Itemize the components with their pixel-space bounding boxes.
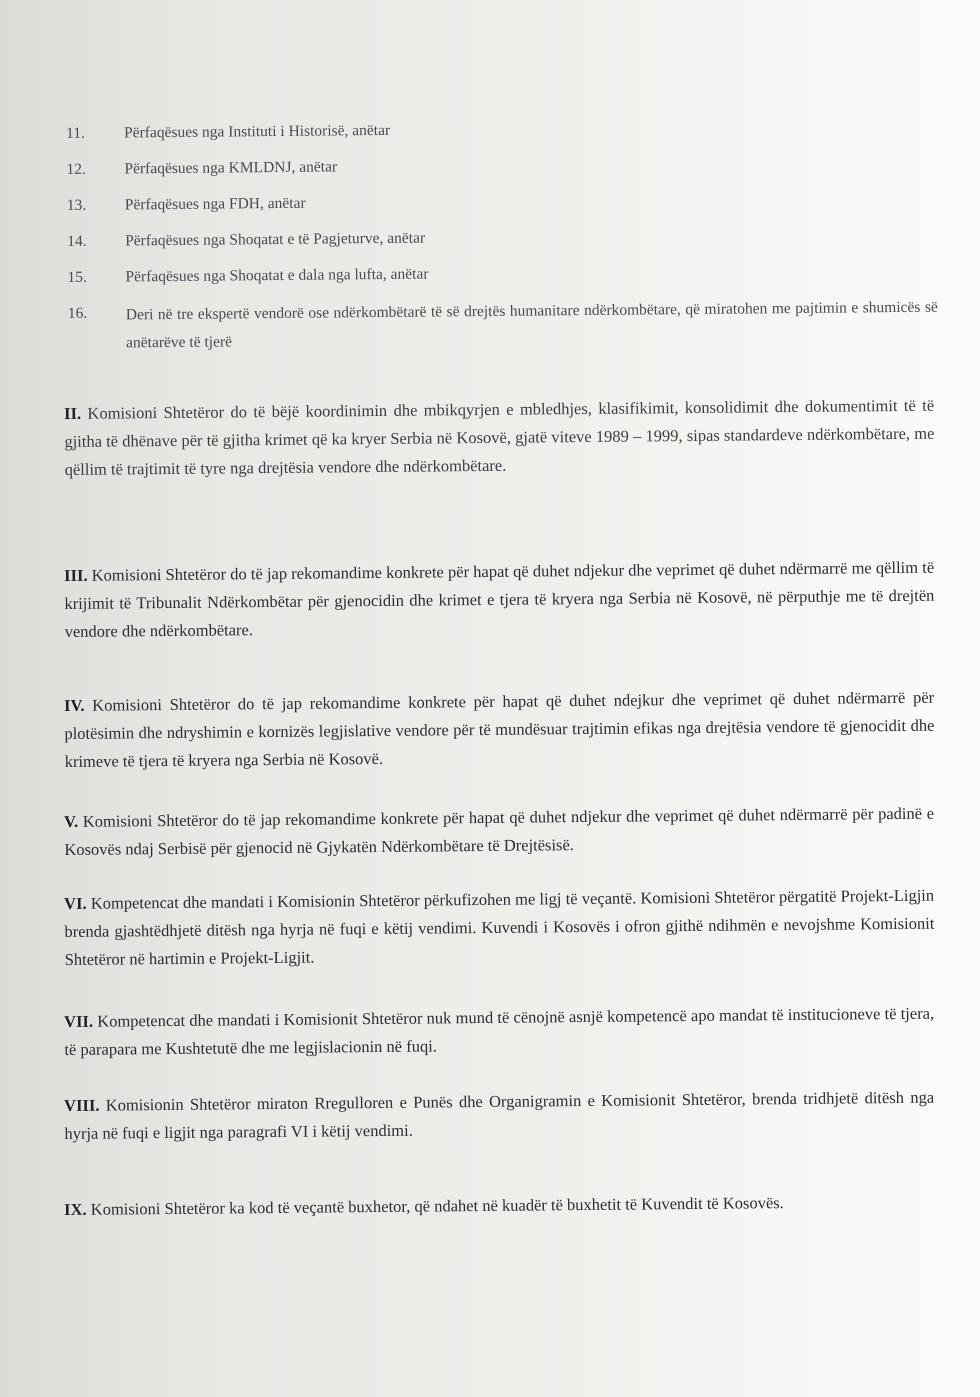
section-text: Komisioni Shtetëror do të jap rekomandime konkrete për hapat që duhet ndejkur dhe veprimet që duhet ndërmarrë për plotësimin dhe ndryshimin e kornizës legjislative vendore për të mundësuar trajtimin efikas nga drejtësia vendore të gjenocidit dhe krimeve të tjera të kryera nga Serbia në Kosovë. — [64, 687, 935, 771]
item-number: 15. — [67, 268, 87, 286]
item-text: Përfaqësues nga KMLDNJ, anëtar — [124, 158, 338, 178]
item-number: 13. — [66, 196, 87, 214]
item-text: Deri në tre ekspertë vendorë ose ndërkombëtarë të së drejtës humanitare ndërkombëtare, që miratohen me pajtimin e shumicës së anëtarëve të tjerë — [125, 298, 938, 352]
section-number: V. — [64, 811, 79, 831]
section-vii — [64, 1000, 934, 1064]
item-text: Përfaqësues nga Shoqatat e të Pagjeturve, anëtar — [125, 229, 426, 250]
section-iii — [64, 554, 935, 646]
item-number: 14. — [67, 232, 87, 250]
section-text: Komisionin Shtetëror miraton Rregulloren e Punës dhe Organigramin e Komisionit Shtetëror, brenda tridhjetë ditësh nga hyrja në fuqi e ligjit nga paragrafi VI i këtij vendimi. — [64, 1087, 935, 1143]
item-number: 16. — [67, 304, 88, 322]
section-text: Komisioni Shtetëror do të jap rekomandime konkrete për hapat që duhet ndjekur dhe veprimet që duhet ndërmarrë për padinë e Kosovës ndaj Serbisë për gjenocid në Gjykatën Ndërkombëtare të Drejtësisë. — [64, 803, 935, 859]
section-text: Komisioni Shtetëror do të jap rekomandime konkrete për hapat që duhet ndjekur dhe veprimet që duhet ndërmarrë me qëllim të krijimit të Tribunalit Ndërkombëtar për gjenocidin dhe krimet e tjera të kryera nga Serbia në Kosovë, në përputhje me të drejtën vendore dhe ndërkombëtare. — [64, 557, 935, 641]
section-ix — [64, 1188, 934, 1224]
section-viii — [64, 1084, 934, 1148]
section-text: Komisioni Shtetëror do të bëjë koordinimin dhe mbikqyrjen e mbledhjes, klasifikimit, konsolidimit dhe dokumentimit të të gjitha të dhënave për të gjitha krimet që ka kryer Serbia në Kosovë, gjatë viteve 1989 – 1999, sipas standardeve ndërkombëtare, me qëllim të trajtimit të tyre nga drejtësia vendore dhe ndërkombëtare. — [64, 395, 935, 479]
section-number: II. — [64, 403, 82, 423]
section-number: VI. — [64, 893, 87, 913]
section-text: Kompetencat dhe mandati i Komisionin Shtetëror përkufizohen me ligj të veçantë. Komisioni Shtetëror përgatitë Projekt-Ligjin brenda gjashtëdhjetë ditësh nga hyrja në fuqi e këtij vendimi. Kuvendi i Kosovës i ofron gjithë ndihmën e nevojshme Komisionit Shtetëror në hartimin e Projekt-Ligjit. — [64, 885, 935, 969]
section-vi — [64, 882, 935, 974]
member-list — [66, 114, 938, 358]
section-number: IX. — [64, 1199, 87, 1219]
item-text: Përfaqësues nga Instituti i Historisë, anëtar — [124, 121, 391, 142]
list-item — [68, 294, 938, 358]
section-text: Komisioni Shtetëror ka kod të veçantë buxhetor, që ndahet në kuadër të buxhetit të Kuvendit të Kosovës. — [90, 1193, 784, 1219]
section-iv — [64, 684, 935, 776]
section-number: VIII. — [64, 1095, 100, 1115]
section-ii — [64, 392, 935, 484]
item-text: Përfaqësues nga FDH, anëtar — [124, 194, 306, 214]
item-number: 12. — [66, 160, 86, 178]
item-text: Përfaqësues nga Shoqatat e dala nga lufta, anëtar — [125, 265, 429, 286]
section-text: Kompetencat dhe mandati i Komisionit Shtetëror nuk mund të cënojnë asnjë kompetencë apo mandat të institucioneve të tjera, të parapara me Kushtetutë dhe me legjislacionin në fuqi. — [64, 1003, 935, 1059]
item-number: 11. — [66, 124, 86, 142]
section-number: IV. — [64, 695, 85, 715]
section-number: VII. — [64, 1011, 94, 1031]
section-number: III. — [64, 565, 88, 585]
section-v — [64, 800, 934, 864]
